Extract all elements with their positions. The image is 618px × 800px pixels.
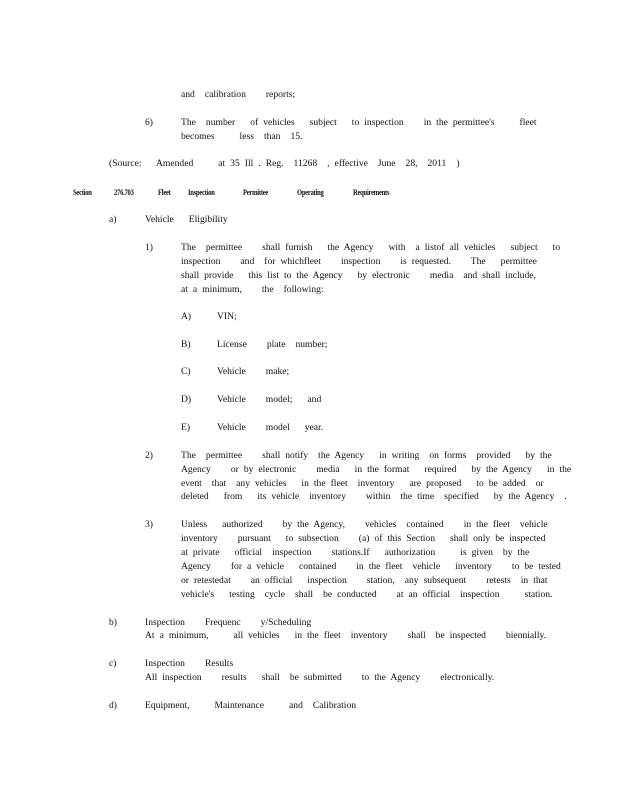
item-6-line-1: The number of vehicles subject to inspection in the permittee's fleet (181, 117, 537, 128)
subsection-d-label: d) (109, 700, 117, 711)
item-6-line-2: becomes less than 15. (181, 131, 303, 142)
subsection-c-body: All inspection results shall be submitted to the Agency electronically. (145, 672, 495, 683)
item-a1-line-3: shall provide this list to the Agency by electronic media and shall include, (181, 270, 536, 281)
subsection-a-title: Vehicle Eligibility (145, 214, 228, 225)
item-a3-line-5: or retestedat an official inspection station, any subsequent retests in that (181, 575, 548, 586)
heading-word-inspection: Inspection (188, 188, 215, 197)
item-a1-line-4: at a minimum, the following: (181, 284, 324, 295)
subitem-e-label: E) (181, 422, 191, 433)
item-a1-label: 1) (145, 242, 153, 253)
item-a2-line-2: Agency or by electronic media in the format required by the Agency in the (181, 464, 572, 475)
subitem-d-label: D) (181, 394, 192, 405)
subitem-b-text: License plate number; (217, 339, 328, 350)
subsection-d-title: Equipment, Maintenance and Calibration (145, 700, 357, 711)
subsection-b-body: At a minimum, all vehicles in the fleet inventory shall be inspected biennially. (145, 630, 547, 641)
heading-word-fleet: Fleet (158, 188, 171, 197)
subitem-e-text: Vehicle model year. (217, 422, 324, 433)
item-a2-label: 2) (145, 450, 153, 461)
subitem-a-label: A) (181, 311, 192, 322)
item-a3-line-2: inventory pursuant to subsection (a) of this Section shall only be inspected (181, 533, 546, 544)
subsection-b-label: b) (109, 617, 117, 628)
section-word: Section (73, 188, 92, 197)
heading-word-permittee: Permittee (243, 188, 269, 197)
subitem-d-text: Vehicle model; and (217, 394, 322, 405)
item-a1-line-2: inspection and for whichfleet inspection is requested. The permittee (181, 256, 537, 267)
section-number: 276.703 (114, 188, 134, 197)
item-a2-line-3: event that any vehicles in the fleet inventory are proposed to be added or (181, 478, 544, 489)
item-5-continuation: and calibration reports; (181, 89, 296, 100)
subitem-b-label: B) (181, 339, 191, 350)
heading-word-requirements: Requirements (353, 188, 390, 197)
subsection-a-label: a) (109, 214, 117, 225)
item-a3-label: 3) (145, 519, 153, 530)
heading-word-operating: Operating (297, 188, 324, 197)
subsection-c-label: c) (109, 658, 117, 669)
subitem-c-label: C) (181, 366, 191, 377)
source-note: (Source: Amended at 35 Ill . Reg. 11268 , effective June 28, 2011 ) (109, 158, 460, 169)
item-a3-line-6: vehicle's testing cycle shall be conducted at an official inspection station. (181, 589, 553, 600)
subsection-c-title: Inspection Results (145, 658, 234, 669)
subitem-c-text: Vehicle make; (217, 366, 290, 377)
subsection-b-title: Inspection Frequenc y/Scheduling (145, 617, 312, 628)
item-a3-line-4: Agency for a vehicle contained in the fleet vehicle inventory to be tested (181, 561, 561, 572)
item-a2-line-4: deleted from its vehicle inventory within the time specified by the Agency . (181, 491, 567, 502)
item-a3-line-3: at private official inspection stations.If authorization is given by the (181, 547, 530, 558)
item-a3-line-1: Unless authorized by the Agency, vehicles contained in the fleet vehicle (181, 519, 548, 530)
item-a1-line-1: The permittee shall furnish the Agency with a listof all vehicles subject to (181, 242, 561, 253)
subitem-a-text: VIN; (217, 311, 237, 322)
item-6-label: 6) (145, 117, 153, 128)
item-a2-line-1: The permittee shall notify the Agency in writing on forms provided by the (181, 450, 552, 461)
